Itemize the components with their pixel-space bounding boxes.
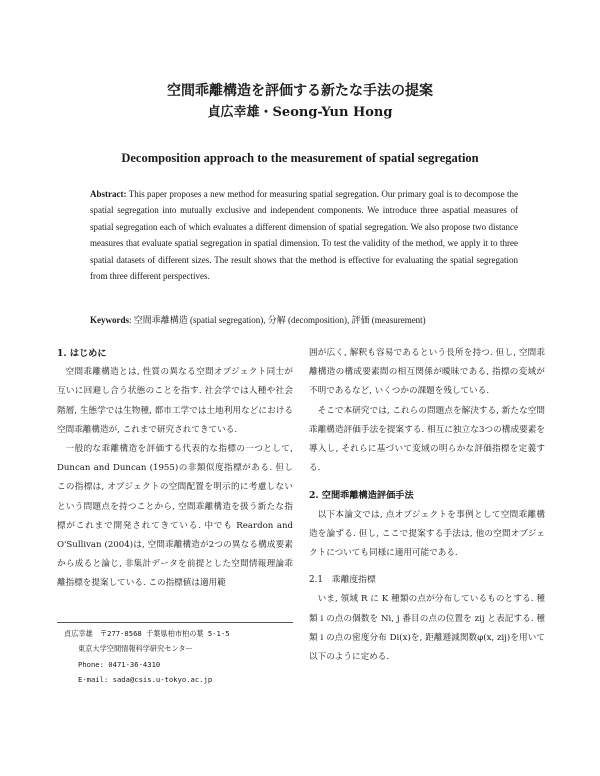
section-gap	[309, 478, 545, 486]
subsection-gap	[309, 563, 545, 571]
footnote-email: E-mail: sada@csis.u-tokyo.ac.jp	[78, 675, 213, 685]
subsection-2-1-heading: 2.1 乖離度指標	[309, 575, 376, 586]
paper-title-japanese: 空間乖離構造を評価する新たな手法の提案	[167, 83, 433, 99]
section-1-paragraph-4: そこで本研究では, これらの問題点を解決する, 新たな空間乖離構造評価手法を提案する. 相互に独立な3つの構成要素を導入し, それらに基づいて変域の明らかな評価指標を定義する.	[309, 405, 545, 474]
section-1-heading: 1. はじめに	[57, 348, 107, 359]
paper-authors: 貞広幸雄・Seong-Yun Hong	[207, 105, 393, 120]
section-1-paragraph-2: 一般的な乖離構造を評価する代表的な指標の一つとして, Duncan and Duncan (1955)の非類似度指標がある. 但しこの指標は, オブジェクトの空間配置を明示的に考慮しないという問題点を持つことから, 空間乖離構造を扱う新たな指標がこれまで開発されてきている. 中でも Reardon and O'Sullivan (2004)は, 空間乖離構造が2つの異なる構成要素から成ると論じ, 非集計データを前提とした空間情報理論乖離指標を提案している. この指標値は適用範	[57, 444, 293, 589]
left-column	[57, 344, 293, 594]
section-1-paragraph-3: 囲が広く, 解釈も容易であるという長所を持つ. 但し, 空間乖離構造の構成要素間の相互関係が曖昧である, 指標の変域が不明であるなど, いくつかの課題を残している.	[309, 348, 545, 397]
abstract-text: This paper proposes a new method for measuring spatial segregation. Our primary goal is to decompose the spatial segregation into mutually exclusive and independent components. We introduce three aspatial measures of spatial segregation each of which evaluates a different dimension of spatial segregation. We also propose two distance measures that evaluate spatial segregation in spatial dimension. To test the validity of the method, we apply it to three spatial datasets of different sizes. The result shows that the method is effective for evaluating the spatial segregation from three different perspectives.	[90, 189, 518, 282]
keywords	[90, 313, 518, 327]
footnote-divider	[57, 622, 293, 623]
right-column	[309, 344, 545, 667]
footnote-address: 貞広幸雄 〒277-8568 千葉県柏市柏の葉 5-1-5	[64, 629, 230, 638]
footnote-affiliation: 東京大学空間情報科学研究センター	[78, 644, 193, 654]
section-2-paragraph-1: 以下本論文では, 点オブジェクトを事例として空間乖離構造を論ずる. 但し, ここで提案する手法は, 他の空間オブジェクトについても同様に適用可能である.	[309, 509, 545, 559]
section-2-paragraph-2: いま, 領域 R に K 種類の点が分布しているものとする. 種類 i の点の個数を Ni, j 番目の点の位置を zij と表記する. 種類 i の点の密度分布 Di(x)を, 距離逓減関数φ(x, zij)を用いて以下のように定める.	[309, 594, 545, 663]
abstract	[90, 186, 518, 284]
section-2-heading: 2. 空間乖離構造評価手法	[309, 490, 414, 502]
keywords-label: Keywords	[90, 315, 129, 325]
keywords-text: : 空間乖離構造 (spatial segregation), 分解 (decomposition), 評価 (measurement)	[129, 315, 426, 325]
abstract-label: Abstract:	[90, 189, 127, 199]
footnote-phone: Phone: 0471-36-4310	[78, 659, 161, 669]
section-1-paragraph-1: 空間乖離構造とは, 性質の異なる空間オブジェクト同士が互いに回避し合う状態のことを指す. 社会学では人種や社会階層, 生態学では生物種, 都市工学では土地利用などにおける空間乖離構造が, これまで研究されてきている.	[57, 367, 293, 435]
paper-title-english: Decomposition approach to the measurement of spatial segregation	[121, 151, 479, 165]
author-footnote	[64, 626, 294, 688]
